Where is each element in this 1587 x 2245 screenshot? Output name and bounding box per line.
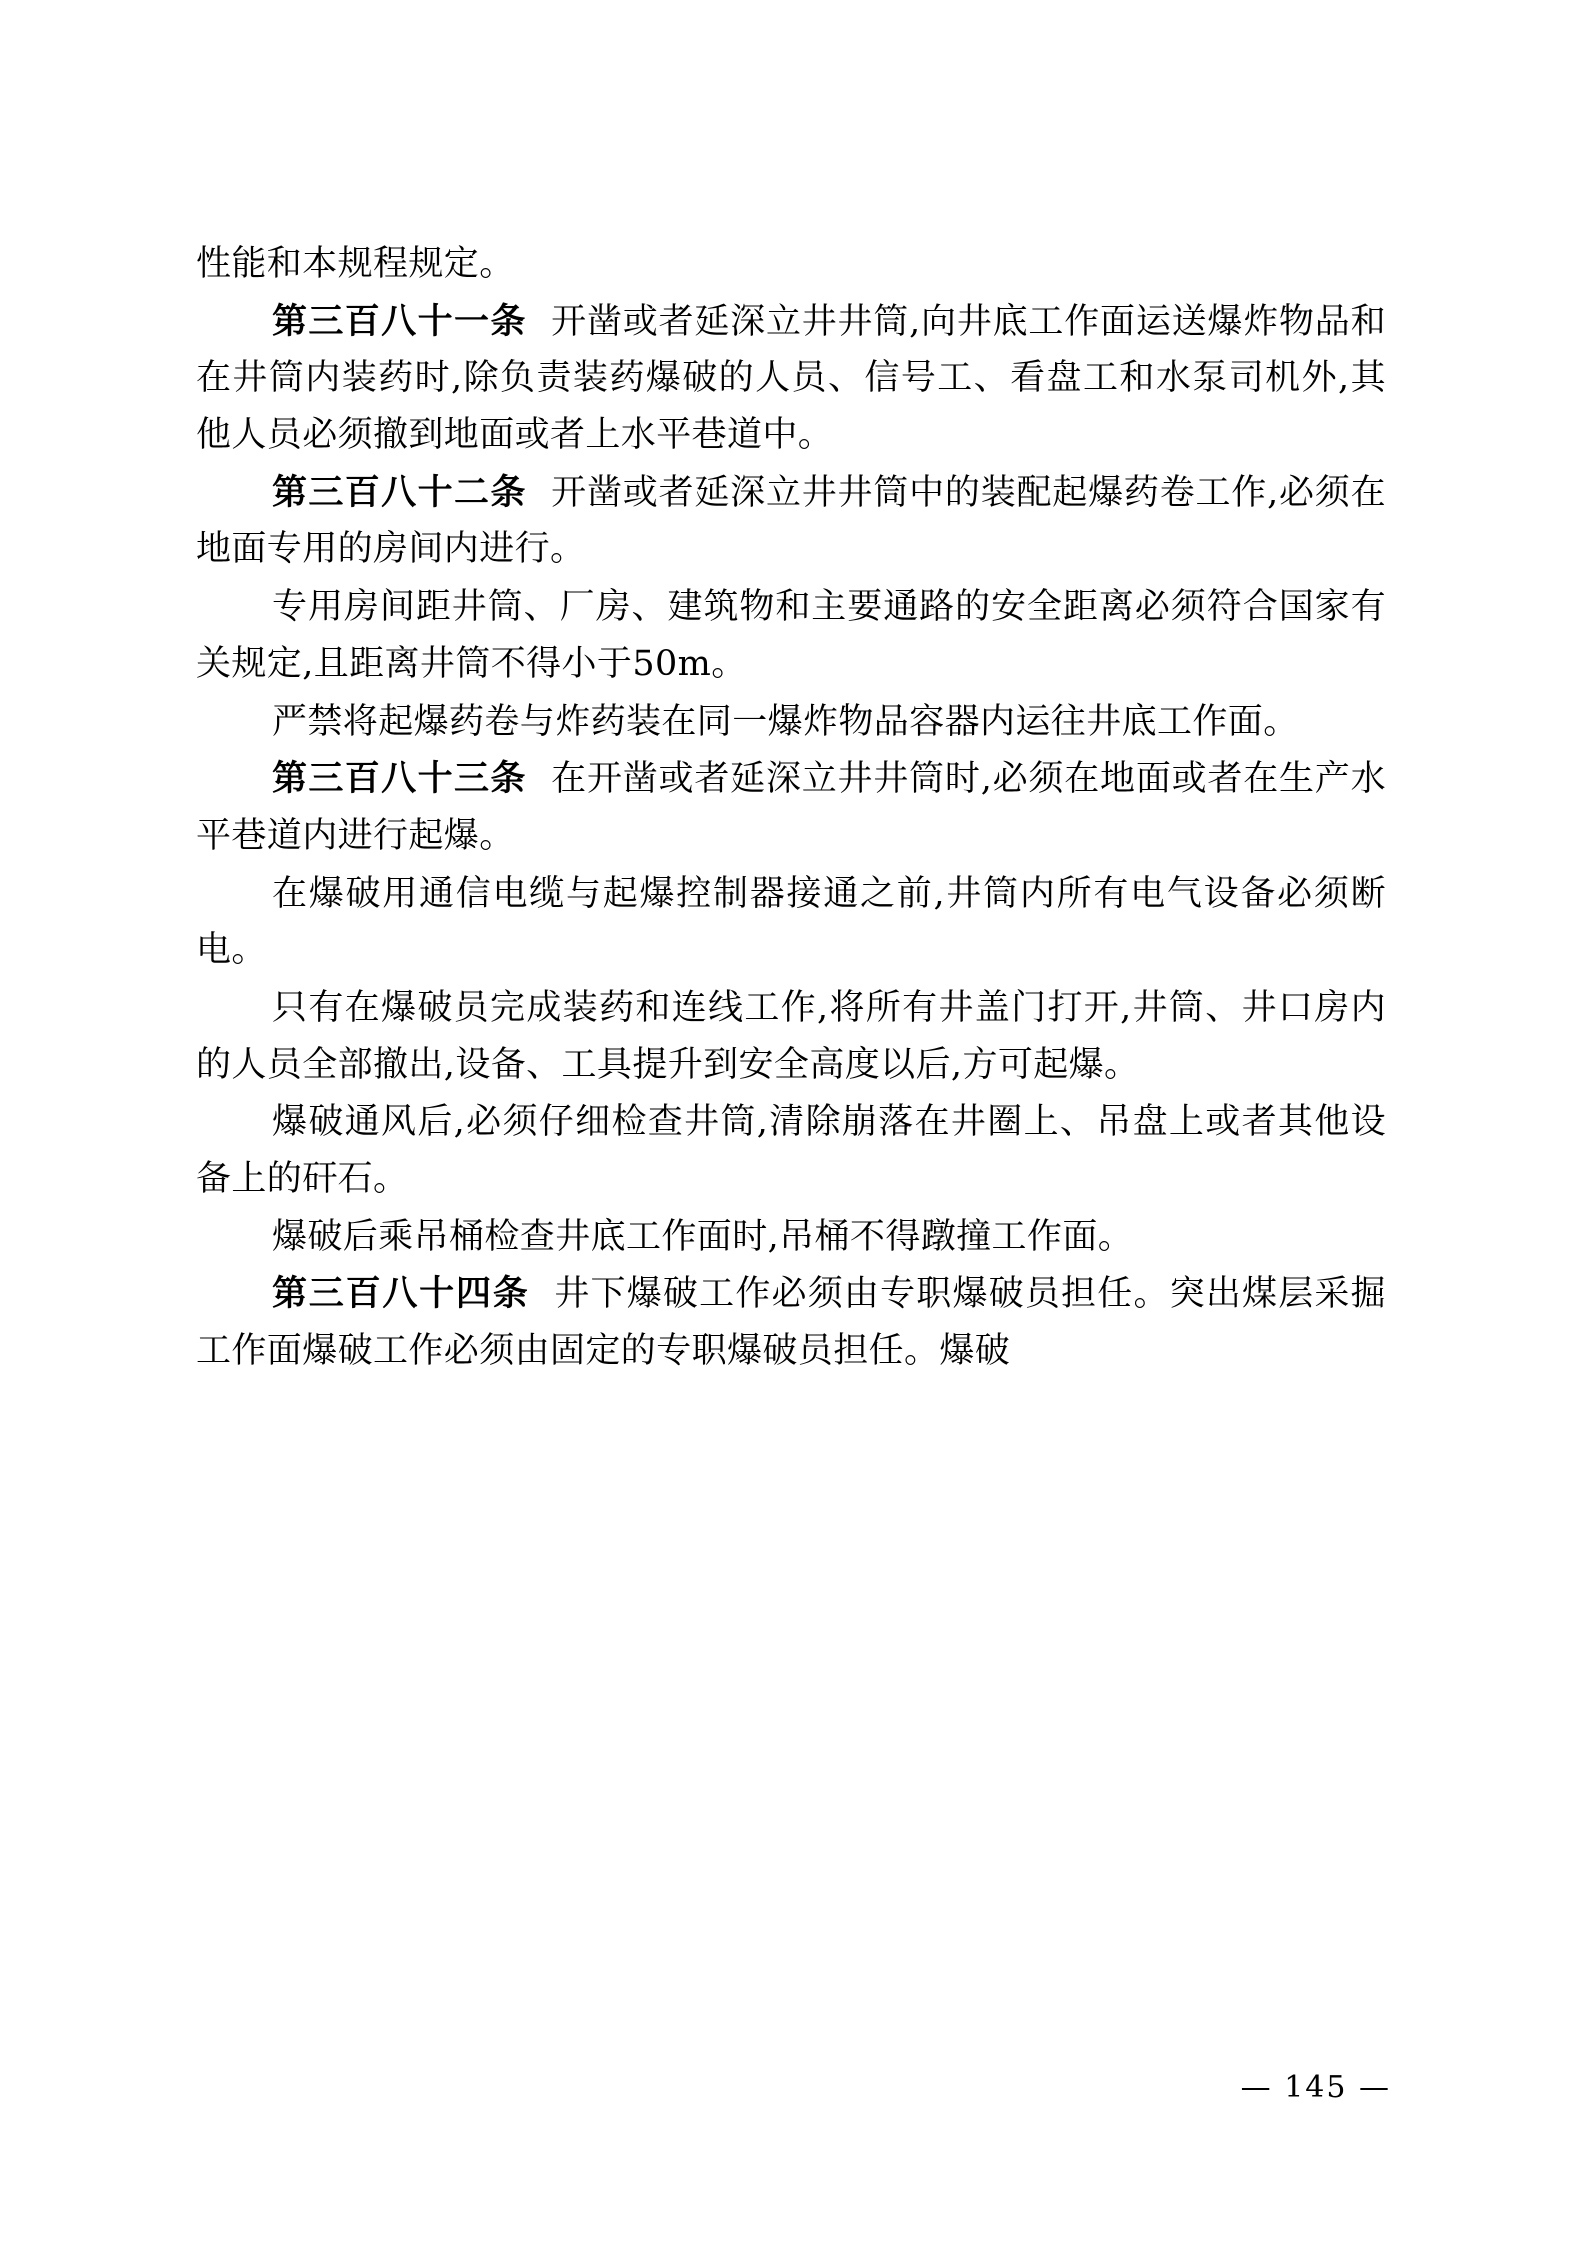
page-body — [196, 236, 1386, 1381]
article-label: 第三百八十四条 — [272, 1273, 530, 1315]
article-label: 第三百八十一条 — [272, 300, 527, 342]
article-label: 第三百八十二条 — [272, 471, 527, 513]
paragraph-text: 在爆破用通信电缆与起爆控制器接通之前,井筒内所有电气设备必须断电。 — [196, 873, 1386, 971]
article-label: 第三百八十三条 — [272, 758, 527, 800]
paragraph-382-c — [196, 694, 1386, 751]
paragraph-article-383 — [196, 751, 1386, 864]
paragraph-text: 井下爆破工作必须由专职爆破员担任。突出煤层采掘工作面爆破工作必须由固定的专职爆破员担任。爆破 — [196, 1274, 1386, 1372]
paragraph-text: 爆破通风后,必须仔细检查井筒,清除崩落在井圈上、吊盘上或者其他设备上的矸石。 — [196, 1102, 1386, 1199]
paragraph-text: 严禁将起爆药卷与炸药装在同一爆炸物品容器内运往井底工作面。 — [272, 701, 1299, 742]
paragraph-article-381 — [196, 294, 1386, 464]
paragraph-continuation — [196, 236, 1386, 293]
paragraph-text: 开凿或者延深立井井筒,向井底工作面运送爆炸物品和在井筒内装药时,除负责装药爆破的人员、信号工、看盘工和水泵司机外,其他人员必须撤到地面或者上水平巷道中。 — [196, 301, 1386, 456]
paragraph-383-d — [196, 1094, 1386, 1207]
paragraph-text: 专用房间距井筒、厂房、建筑物和主要通路的安全距离必须符合国家有关规定,且距离井筒不得小于50m。 — [196, 587, 1386, 684]
paragraph-383-c — [196, 980, 1386, 1093]
paragraph-text: 只有在爆破员完成装药和连线工作,将所有井盖门打开,井筒、井口房内的人员全部撤出,设备、工具提升到安全高度以后,方可起爆。 — [196, 987, 1386, 1085]
paragraph-text: 性能和本规程规定。 — [196, 244, 515, 284]
paragraph-382-b — [196, 579, 1386, 692]
paragraph-text: 开凿或者延深立井井筒中的装配起爆药卷工作,必须在地面专用的房间内进行。 — [196, 472, 1386, 570]
paragraph-text: 在开凿或者延深立井井筒时,必须在地面或者在生产水平巷道内进行起爆。 — [196, 759, 1386, 856]
paragraph-383-b — [196, 866, 1386, 979]
paragraph-383-e — [196, 1209, 1386, 1266]
paragraph-text: 爆破后乘吊桶检查井底工作面时,吊桶不得蹾撞工作面。 — [272, 1216, 1134, 1257]
paragraph-article-382 — [196, 465, 1386, 578]
paragraph-article-384 — [196, 1266, 1386, 1379]
page-number: — 145 — — [1240, 2070, 1391, 2105]
